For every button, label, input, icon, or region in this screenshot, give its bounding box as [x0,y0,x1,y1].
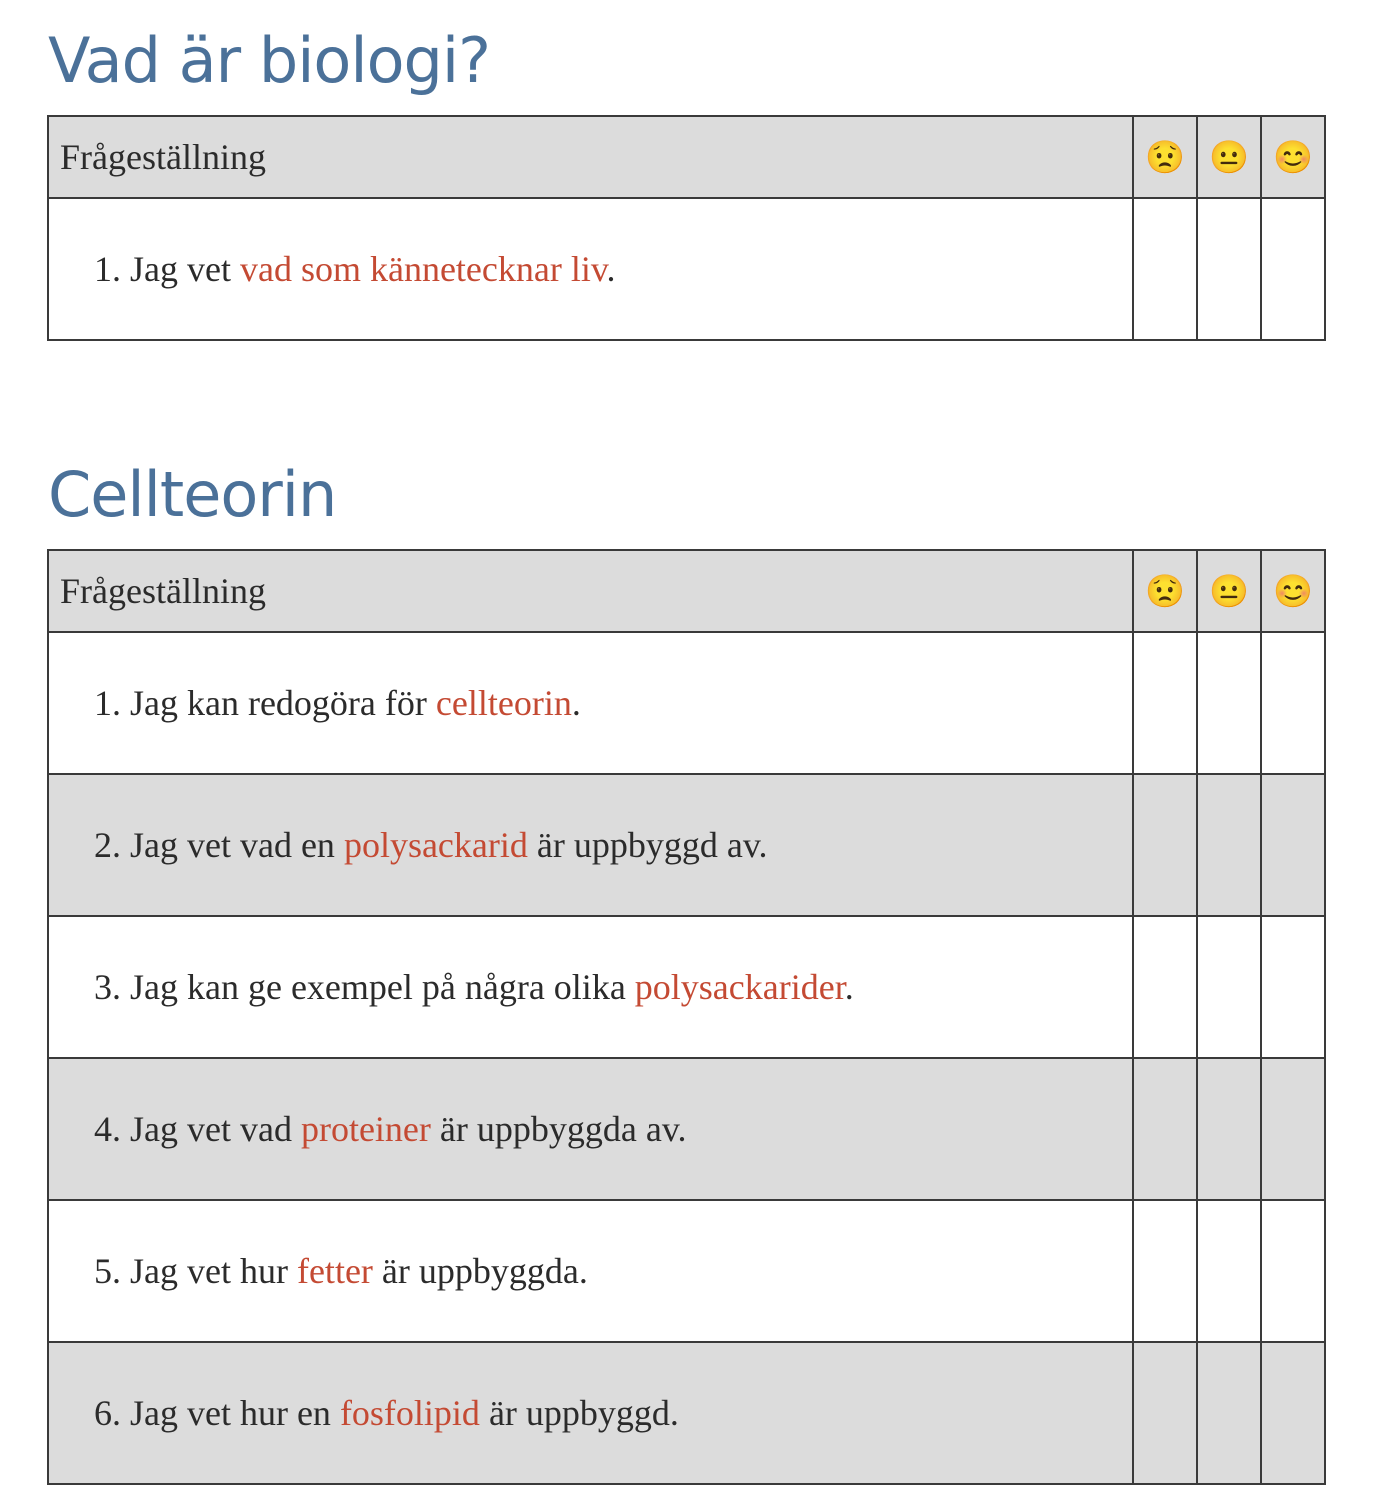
rating-cell-worried[interactable] [1133,1200,1197,1342]
self-assessment-table [47,549,1326,1485]
question-cell: 6. Jag vet hur en fosfolipid är uppbyggd. [48,1342,1133,1484]
highlight-term: fosfolipid [339,1393,480,1433]
rating-cell-neutral[interactable] [1197,632,1261,774]
rating-cell-worried[interactable] [1133,198,1197,340]
question-cell: 2. Jag vet vad en polysackarid är uppbyggd av. [48,774,1133,916]
highlight-term: proteiner [300,1109,431,1149]
section-title: Cellteorin [48,458,337,531]
rating-cell-worried[interactable] [1133,632,1197,774]
rating-cell-worried[interactable] [1133,916,1197,1058]
question-cell: 3. Jag kan ge exempel på några olika polysackarider. [48,916,1133,1058]
highlight-term: fetter [296,1251,373,1291]
table-header [48,116,1325,198]
table-row [48,1200,1325,1342]
neutral-face-icon: 😐 [1197,550,1261,632]
rating-cell-neutral[interactable] [1197,198,1261,340]
table-row [48,774,1325,916]
smiling-face-icon: 😊 [1261,116,1325,198]
table-row [48,916,1325,1058]
rating-cell-neutral[interactable] [1197,1342,1261,1484]
question-cell: 1. Jag kan redogöra för cellteorin. [48,632,1133,774]
rating-cell-happy[interactable] [1261,774,1325,916]
section-title: Vad är biologi? [48,24,491,97]
highlight-term: polysackarid [343,825,528,865]
rating-cell-happy[interactable] [1261,1342,1325,1484]
highlight-term: vad som kännetecknar liv [239,249,607,289]
rating-cell-happy[interactable] [1261,1058,1325,1200]
rating-cell-happy[interactable] [1261,198,1325,340]
highlight-term: cellteorin [435,683,572,723]
question-cell: 1. Jag vet vad som kännetecknar liv. [48,198,1133,340]
rating-cell-neutral[interactable] [1197,1200,1261,1342]
worried-face-icon: 😟 [1133,550,1197,632]
question-cell: 4. Jag vet vad proteiner är uppbyggda av. [48,1058,1133,1200]
smiling-face-icon: 😊 [1261,550,1325,632]
rating-cell-neutral[interactable] [1197,774,1261,916]
rating-cell-worried[interactable] [1133,1058,1197,1200]
question-header: Frågeställning [48,550,1133,632]
rating-cell-worried[interactable] [1133,1342,1197,1484]
rating-cell-happy[interactable] [1261,916,1325,1058]
rating-cell-neutral[interactable] [1197,1058,1261,1200]
highlight-term: polysackarider [634,967,845,1007]
table-row [48,1342,1325,1484]
neutral-face-icon: 😐 [1197,116,1261,198]
table-row [48,632,1325,774]
rating-cell-worried[interactable] [1133,774,1197,916]
table-row [48,1058,1325,1200]
question-header: Frågeställning [48,116,1133,198]
rating-cell-happy[interactable] [1261,1200,1325,1342]
table-row [48,198,1325,340]
self-assessment-table [47,115,1326,341]
rating-cell-happy[interactable] [1261,632,1325,774]
worried-face-icon: 😟 [1133,116,1197,198]
table-header [48,550,1325,632]
question-cell: 5. Jag vet hur fetter är uppbyggda. [48,1200,1133,1342]
rating-cell-neutral[interactable] [1197,916,1261,1058]
